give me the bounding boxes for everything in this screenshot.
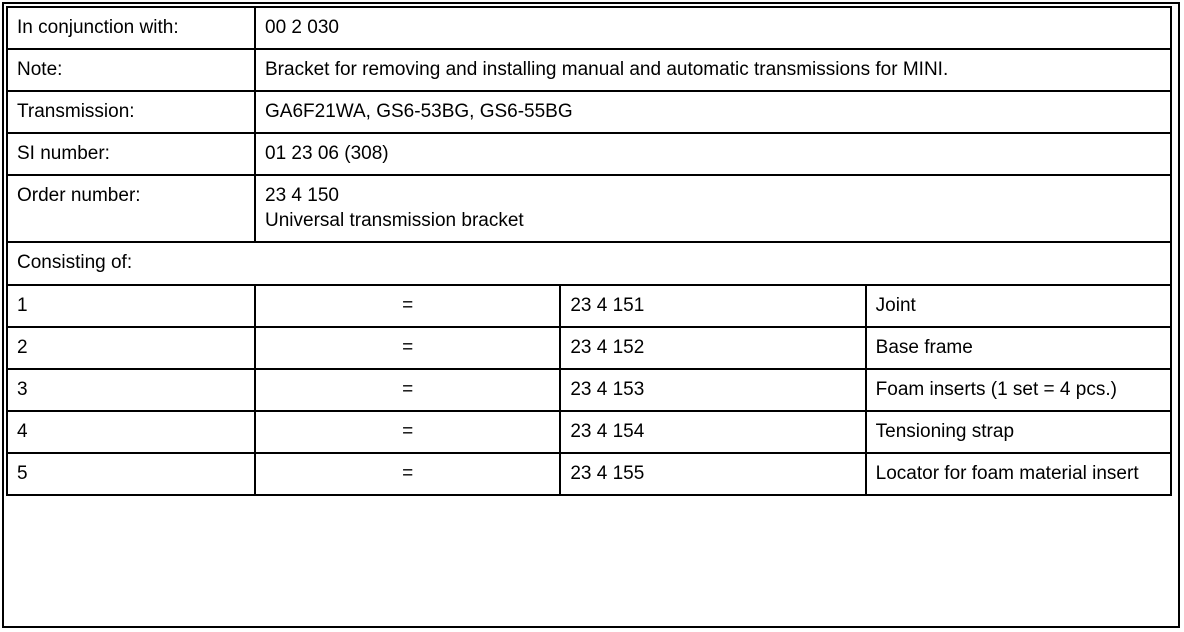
row-label-order-number: Order number: [7,175,255,242]
table-row [7,453,1171,495]
consisting-of-label: Consisting of: [7,242,1171,284]
order-number-value: 23 4 150 [265,185,339,207]
table-row [7,133,1171,175]
table-row [7,49,1171,91]
part-description: Locator for foam material insert [866,453,1171,495]
part-index: 5 [7,453,255,495]
part-description: Joint [866,285,1171,327]
part-description: Base frame [866,327,1171,369]
table-row [7,411,1171,453]
row-label-si-number: SI number: [7,133,255,175]
row-label-in-conjunction-with: In conjunction with: [7,7,255,49]
specification-table [6,6,1172,496]
row-value-si-number: 01 23 06 (308) [255,133,1171,175]
table-row [7,242,1171,284]
part-index: 2 [7,327,255,369]
part-description: Foam inserts (1 set = 4 pcs.) [866,369,1171,411]
part-equals-sign: = [255,411,560,453]
row-value-order-number [255,175,1171,242]
table-row [7,369,1171,411]
table-row [7,285,1171,327]
row-label-note: Note: [7,49,255,91]
part-index: 1 [7,285,255,327]
table-row [7,91,1171,133]
order-number-description: Universal transmission bracket [265,210,524,232]
part-number: 23 4 152 [560,327,865,369]
row-value-transmission: GA6F21WA, GS6-53BG, GS6-55BG [255,91,1171,133]
part-index: 4 [7,411,255,453]
row-value-note: Bracket for removing and installing manual and automatic transmissions for MINI. [255,49,1171,91]
table-row [7,327,1171,369]
part-description: Tensioning strap [866,411,1171,453]
part-equals-sign: = [255,369,560,411]
part-equals-sign: = [255,453,560,495]
table-row [7,7,1171,49]
part-index: 3 [7,369,255,411]
row-label-transmission: Transmission: [7,91,255,133]
part-number: 23 4 153 [560,369,865,411]
row-value-in-conjunction-with: 00 2 030 [255,7,1171,49]
part-equals-sign: = [255,327,560,369]
part-number: 23 4 151 [560,285,865,327]
part-number: 23 4 154 [560,411,865,453]
table-row [7,175,1171,242]
part-number: 23 4 155 [560,453,865,495]
part-equals-sign: = [255,285,560,327]
